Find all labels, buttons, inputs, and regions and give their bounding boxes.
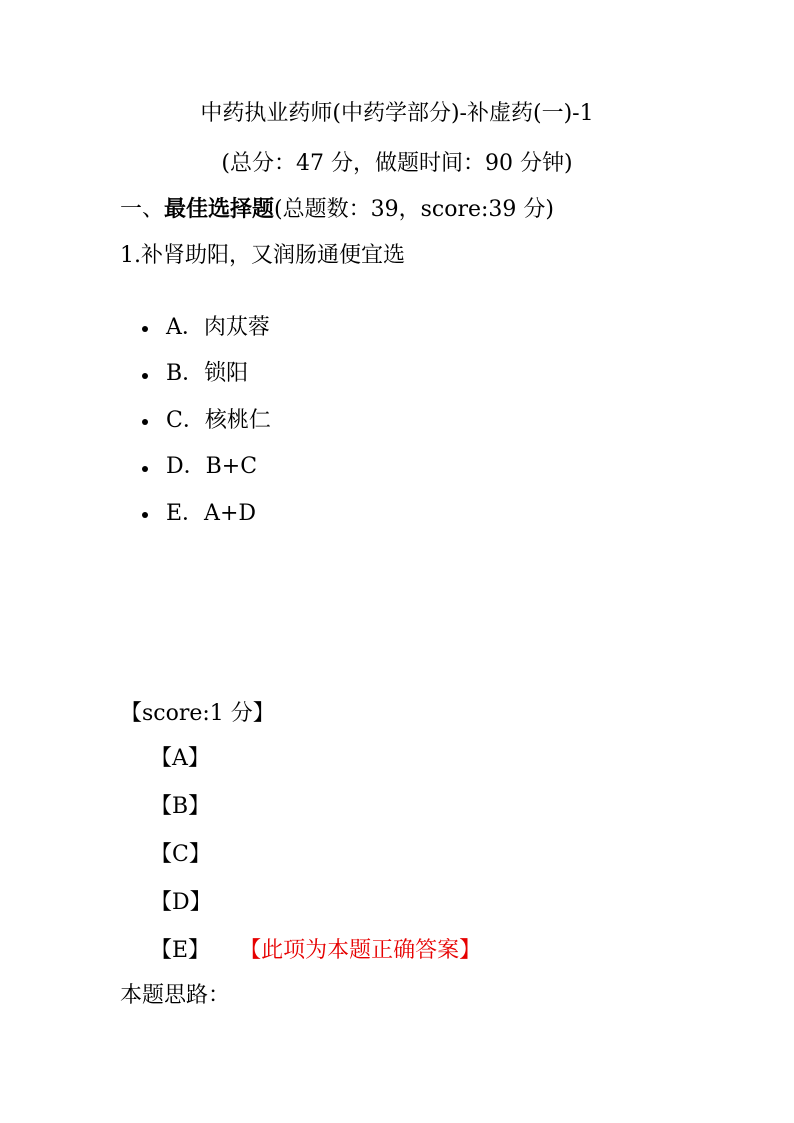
option-item: [142, 488, 271, 535]
answer-item: [150, 885, 481, 933]
section-heading: [120, 192, 554, 223]
section-info: (总题数：39，score:39 分): [274, 197, 554, 222]
option-label: A．肉苁蓉: [166, 314, 270, 340]
document-subtitle: (总分：47 分，做题时间：90 分钟): [221, 151, 573, 176]
answer-label: 【E】: [150, 938, 211, 963]
option-item: [142, 302, 271, 349]
document-title: 中药执业药师(中药学部分)-补虚药(一)-1: [200, 101, 594, 126]
option-list: [142, 302, 271, 535]
option-label: B．锁阳: [166, 361, 249, 387]
answer-item: [150, 933, 481, 981]
answer-label: 【B】: [150, 794, 211, 819]
bullet-icon: [142, 466, 148, 472]
answer-item: [150, 741, 481, 789]
option-item: [142, 395, 271, 442]
answer-label: 【D】: [150, 890, 212, 915]
option-label: E．A+D: [166, 500, 257, 526]
answer-item: [150, 837, 481, 885]
option-item: [142, 349, 271, 396]
bullet-icon: [142, 326, 148, 332]
option-item: [142, 442, 271, 489]
answer-label: 【A】: [150, 746, 210, 771]
question-score: 【score:1 分】: [120, 701, 275, 726]
bullet-icon: [142, 419, 148, 425]
option-label: C．核桃仁: [166, 407, 271, 433]
correct-answer-note: 【此项为本题正确答案】: [250, 938, 482, 963]
answer-list: [150, 741, 481, 981]
answer-label: 【C】: [150, 842, 211, 867]
question-text: 1.补肾助阳，又润肠通便宜选: [120, 243, 405, 268]
section-prefix: 一、: [120, 197, 165, 222]
section-name: 最佳选择题: [164, 197, 275, 222]
bullet-icon: [142, 373, 148, 379]
option-label: D．B+C: [166, 454, 258, 480]
explanation-label: 本题思路：: [120, 983, 231, 1008]
answer-item: [150, 789, 481, 837]
bullet-icon: [142, 512, 148, 518]
